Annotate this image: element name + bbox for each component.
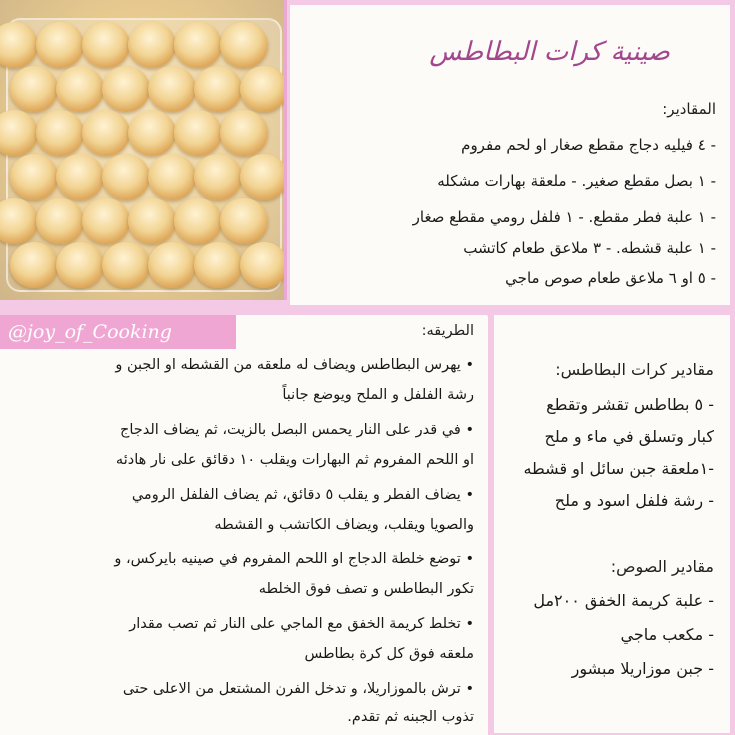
- potato-balls-line: - رشة فلفل اسود و ملح: [554, 491, 714, 510]
- potato-ball-shape: [174, 198, 222, 244]
- method-line: والصويا ويقلب، ويضاف الكاتشب و القشطه: [214, 517, 474, 533]
- recipe-title: صينية كرات البطاطس: [429, 37, 670, 67]
- potato-ball-shape: [220, 22, 268, 68]
- ingredients-card: [290, 5, 730, 305]
- method-line: رشة الفلفل و الملح ويوضع جانباً: [282, 387, 474, 403]
- ingredient-line: - ٥ او ٦ ملاعق طعام صوص ماجي: [505, 269, 716, 287]
- potato-ball-shape: [102, 66, 150, 112]
- sauce-line: - علبة كريمة الخفق ٢٠٠مل: [533, 591, 714, 610]
- potato-ball-shape: [10, 66, 58, 112]
- method-line: • يضاف الفطر و يقلب ٥ دقائق، ثم يضاف الفلفل الرومي: [131, 487, 474, 503]
- potato-ball-shape: [36, 198, 84, 244]
- method-line: تذوب الجبنه ثم تقدم.: [347, 709, 474, 725]
- method-line: تكور البطاطس و تصف فوق الخلطه: [258, 581, 474, 597]
- side-ingredients-card: [494, 315, 730, 733]
- sauce-line: - جبن موزاريلا مبشور: [571, 659, 714, 678]
- potato-ball-shape: [56, 242, 104, 288]
- potato-balls-line: -١ملعقة جبن سائل او قشطه: [523, 459, 714, 478]
- method-line: • تخلط كريمة الخفق مع الماجي على النار ثم تصب مقدار: [129, 616, 474, 632]
- ingredient-line: - ٤ فيليه دجاج مقطع صغار او لحم مفروم: [461, 136, 716, 154]
- author-handle: @joy_of_Cooking: [0, 315, 236, 349]
- potato-ball-shape: [240, 242, 287, 288]
- potato-ball-shape: [56, 66, 104, 112]
- potato-ball-shape: [220, 110, 268, 156]
- potato-ball-shape: [128, 22, 176, 68]
- potato-ball-shape: [128, 198, 176, 244]
- potato-ball-shape: [220, 198, 268, 244]
- potato-ball-shape: [194, 66, 242, 112]
- potato-ball-shape: [10, 154, 58, 200]
- potato-ball-shape: [36, 110, 84, 156]
- potato-ball-shape: [82, 110, 130, 156]
- potato-ball-shape: [240, 66, 287, 112]
- ingredients-heading: المقادير:: [662, 100, 716, 118]
- method-line: • يهرس البطاطس ويضاف له ملعقه من القشطه او الجبن و: [115, 357, 474, 373]
- potato-ball-shape: [82, 198, 130, 244]
- potato-balls-heading: مقادير كرات البطاطس:: [555, 360, 714, 379]
- potato-ball-shape: [102, 242, 150, 288]
- potato-ball-shape: [148, 66, 196, 112]
- ingredient-line: - ١ بصل مقطع صغير. - ملعقة بهارات مشكله: [437, 172, 716, 190]
- method-heading: الطريقه:: [421, 323, 474, 339]
- potato-ball-shape: [36, 22, 84, 68]
- potato-ball-shape: [82, 22, 130, 68]
- method-line: او اللحم المفروم ثم البهارات ويقلب ١٠ دقائق على نار هادئه: [115, 452, 474, 468]
- potato-ball-shape: [10, 242, 58, 288]
- potato-ball-shape: [148, 242, 196, 288]
- potato-balls-line: - ٥ بطاطس تقشر وتقطع: [546, 395, 714, 414]
- method-card: [0, 315, 488, 735]
- method-line: • ترش بالموزاريلا، و تدخل الفرن المشتعل من الاعلى حتى: [122, 681, 474, 697]
- potato-ball-shape: [174, 22, 222, 68]
- potato-ball-shape: [174, 110, 222, 156]
- sauce-heading: مقادير الصوص:: [610, 557, 714, 576]
- potato-ball-shape: [102, 154, 150, 200]
- potato-ball-shape: [194, 242, 242, 288]
- potato-balls-line: كبار وتسلق في ماء و ملح: [544, 427, 714, 446]
- method-line: • توضع خلطة الدجاج او اللحم المفروم في صينيه بايركس، و: [114, 551, 474, 567]
- method-line: • في قدر على النار يحمس البصل بالزيت، ثم يضاف الدجاج: [120, 422, 474, 438]
- potato-ball-shape: [56, 154, 104, 200]
- potato-ball-shape: [240, 154, 287, 200]
- potato-ball-shape: [128, 110, 176, 156]
- ingredient-line: - ١ علبة فطر مقطع. - ١ فلفل رومي مقطع صغار: [412, 208, 716, 226]
- dish-photo: [0, 0, 287, 300]
- potato-ball-shape: [148, 154, 196, 200]
- potato-ball-shape: [194, 154, 242, 200]
- ingredient-line: - ١ علبة قشطه. - ٣ ملاعق طعام كاتشب: [463, 239, 716, 257]
- method-line: ملعقه فوق كل كرة بطاطس: [304, 646, 474, 662]
- sauce-line: - مكعب ماجي: [620, 625, 714, 644]
